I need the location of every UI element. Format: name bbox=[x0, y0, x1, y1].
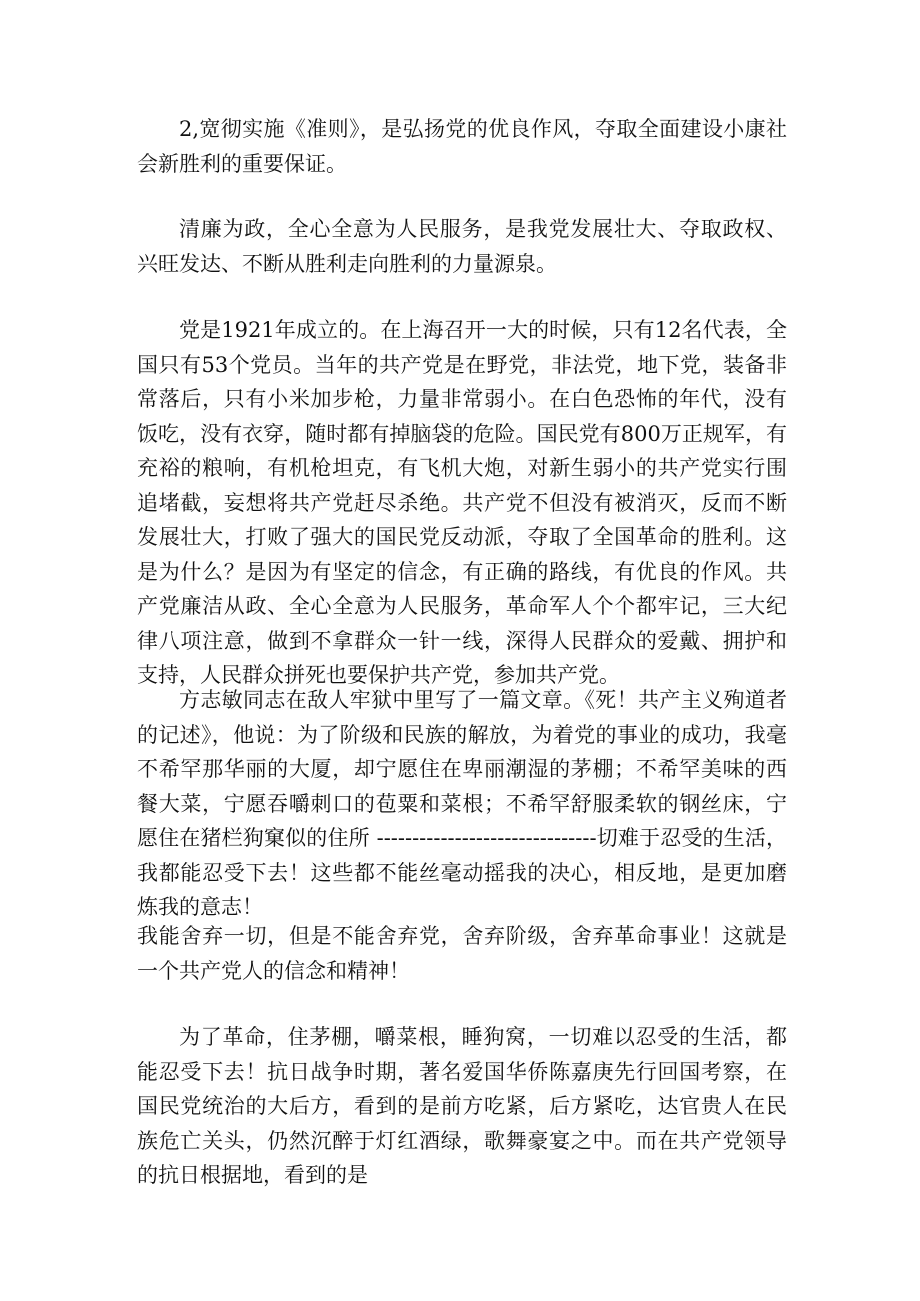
paragraph-party-history: 党是1921年成立的。在上海召开一大的时候，只有12名代表，全国只有53个党员。当年的共产党是在野党，非法党，地下党，装备非常落后，只有小米加步枪，力量非常弱小。在白色恐怖的年代，没有饭吃，没有衣穿，随时都有掉脑袋的危险。国民党有800万正规军，有充裕的粮响，有机枪坦克，有飞机大炮，对新生弱小的共产党实行围追堵截，妄想将共产党赶尽杀绝。共产党不但没有被消灭，反而不断发展壮大，打败了强大的国民党反动派，夺取了全国革命的胜利。这是为什么？是因为有坚定的信念，有正确的路线，有优良的作风。共产党廉洁从政、全心全意为人民服务，革命军人个个都牢记，三大纪律八项注意，做到不拿群众一针一线，深得人民群众的爱戴、拥护和支持，人民群众拼死也要保护共产党，参加共产党。 bbox=[137, 318, 787, 687]
paragraph-belief: 我能舍弃一切，但是不能舍弃党，舍弃阶级，舍弃革命事业！这就是一个共产党人的信念和精神！ bbox=[137, 924, 787, 983]
paragraph-implementation: 2,宽彻实施《准则》，是弘扬党的优良作风，夺取全面建设小康社会新胜利的重要保证。 bbox=[137, 117, 787, 176]
paragraph-clean-governance: 清廉为政，全心全意为人民服务，是我党发展壮大、夺取政权、兴旺发达、不断从胜利走向胜利的力量源泉。 bbox=[137, 217, 787, 276]
paragraph-fang-zhimin: 方志敏同志在敌人牢狱中里写了一篇文章。《死！共产主义殉道者的记述》，他说：为了阶级和民族的解放，为着党的事业的成功，我毫不希罕那华丽的大厦，却宁愿住在卑丽潮湿的茅棚；不希罕美味的西餐大菜，宁愿吞嚼刺口的苞粟和菜根；不希罕舒服柔软的钢丝床，宁愿住在猪栏狗窠似的住所 -------------------------------切难于忍受的生活，我都能忍受下去！这些都不能丝毫动摇我的决心，相反地，是更加磨炼我的意志！ bbox=[137, 688, 787, 919]
paragraph-revolution: 为了革命，住茅棚，嚼菜根，睡狗窝，一切难以忍受的生活，都能忍受下去！抗日战争时期，著名爱国华侨陈嘉庚先行回国考察，在国民党统治的大后方，看到的是前方吃紧，后方紧吃，达官贵人在民族危亡关头，仍然沉醉于灯红酒绿，歌舞豪宴之中。而在共产党领导的抗日根据地，看到的是 bbox=[137, 1025, 787, 1187]
